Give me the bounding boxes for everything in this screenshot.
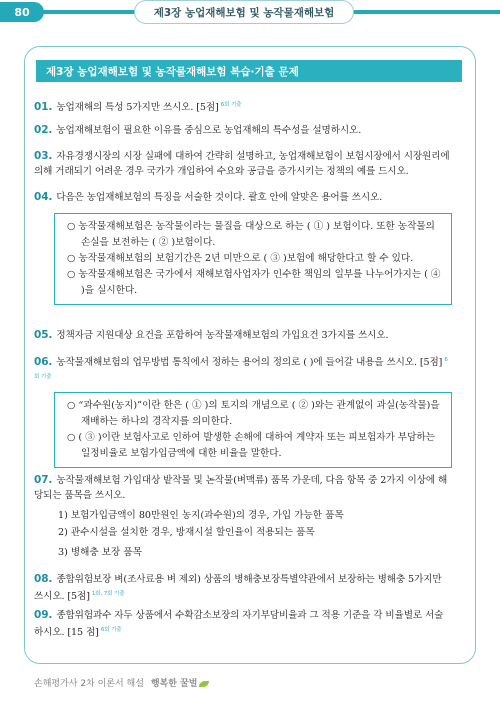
q7-item-2: 2) 관수시설을 설치한 경우, 방재시설 할인율이 적용되는 품목 [58, 527, 315, 538]
question-number: 03. [34, 150, 53, 162]
question-01 [34, 98, 452, 115]
page-number: 80 [0, 2, 44, 22]
question-09 [34, 608, 452, 640]
question-05 [34, 328, 452, 343]
exam-tag: 1회, 7회 기출 [91, 591, 125, 597]
box-item: ○ 농작물재해보험의 보험기간은 2년 미만으로 ( ③ )보험에 해당한다고 할 수 있다. [67, 253, 414, 264]
footer-book-title: 손해평가사 2차 이론서 해설 [34, 679, 144, 689]
section-title: 제3장 농업재해보험 및 농작물재해보험 복습·기출 문제 [36, 60, 462, 82]
footer-brand: 행복한 꿀벌 [150, 679, 198, 689]
question-02 [34, 123, 452, 138]
question-text: 농업재해보험이 필요한 이유를 중심으로 농업재해의 특수성을 설명하시오. [56, 125, 362, 136]
box-item: ○ ( ③ )이란 보험사고로 인하여 발생한 손해에 대하여 계약자 또는 피보험자가 부담하는 일정비율로 보험가입금액에 대한 비율을 말한다. [67, 432, 435, 459]
question-number: 05. [34, 329, 53, 341]
leaf-icon [199, 681, 209, 687]
exam-tag: 6회 기출 [34, 357, 448, 381]
question-number: 09. [34, 609, 53, 621]
q7-item-3: 3) 병해충 보장 품목 [58, 547, 142, 558]
footer [34, 676, 209, 689]
question-number: 07. [34, 474, 53, 486]
chapter-title: 제3장 농업재해보험 및 농작물재해보험 [134, 0, 354, 24]
question-number: 06. [34, 356, 53, 369]
question-06 [34, 353, 452, 387]
question-08 [34, 572, 452, 604]
question-number: 08. [34, 573, 53, 585]
question-text: 농업재해의 특성 5가지만 쓰시오. [5점] [56, 102, 219, 114]
question-text: 농작물재해보험의 업무방법 통칙에서 정하는 용어의 정의로 ( )에 들어갈 내용을 쓰시오. [5점] [56, 357, 443, 369]
question-text: 다음은 농업재해보험의 특징을 서술한 것이다. 괄호 안에 알맞은 용어를 쓰시오. [56, 192, 383, 203]
question-number: 01. [34, 101, 53, 114]
question-04 [34, 190, 452, 205]
exam-tag: 6회 기출 [100, 627, 122, 633]
box-item: ○ 농작물재해보험은 농작물이라는 물질을 대상으로 하는 ( ① ) 보험이다. 또한 농작물의 손실을 보전하는 ( ② )보험이다. [67, 221, 435, 248]
fill-in-box-2 [54, 392, 452, 468]
exam-tag: 6회 기출 [220, 102, 242, 108]
fill-in-box-1 [54, 213, 452, 305]
question-number: 04. [34, 191, 53, 203]
question-number: 02. [34, 124, 53, 136]
question-text: 자유경쟁시장의 시장 실패에 대하여 간략히 설명하고, 농업재해보험이 보험시장에서 시장원리에 의해 거래되기 어려운 경우 국가가 개입하여 수요와 공급을 증가시키는 정책의 예를 드시오. [34, 151, 450, 177]
question-text: 종합위험보장 벼(조사료용 벼 제외) 상품의 병해충보장특별약관에서 보장하는 병해충 5가지만 쓰시오. [5점] [34, 574, 442, 603]
question-text: 정책자금 지원대상 요건을 포함하여 농작물재해보험의 가입요건 3가지를 쓰시오. [56, 330, 389, 341]
question-text: 농작물재해보험 가입대상 밭작물 및 논작물(벼맥류) 품목 가운데, 다음 항목 중 2가지 이상에 해당되는 품목을 쓰시오. [34, 475, 448, 501]
question-text: 종합위험과수 자두 상품에서 수확감소보장의 자기부담비율과 그 적용 기준을 각 비율별로 서술하시오. [15 점] [34, 610, 444, 639]
box-item: ○ 농작물재해보험은 국가에서 재해보험사업자가 인수한 책임의 일부를 나누어가지는 ( ④ )을 실시한다. [67, 269, 441, 296]
box-item: ○ “과수원(농지)”이란 한은 ( ① )의 토지의 개념으로 ( ② )와는 관계없이 과실(농작물)을 재배하는 하나의 경작지를 의미한다. [67, 400, 440, 427]
question-07 [34, 473, 452, 503]
q7-item-1: 1) 보험가입금액이 80만원인 농지(과수원)의 경우, 가입 가능한 품목 [58, 510, 344, 521]
question-03 [34, 149, 452, 179]
